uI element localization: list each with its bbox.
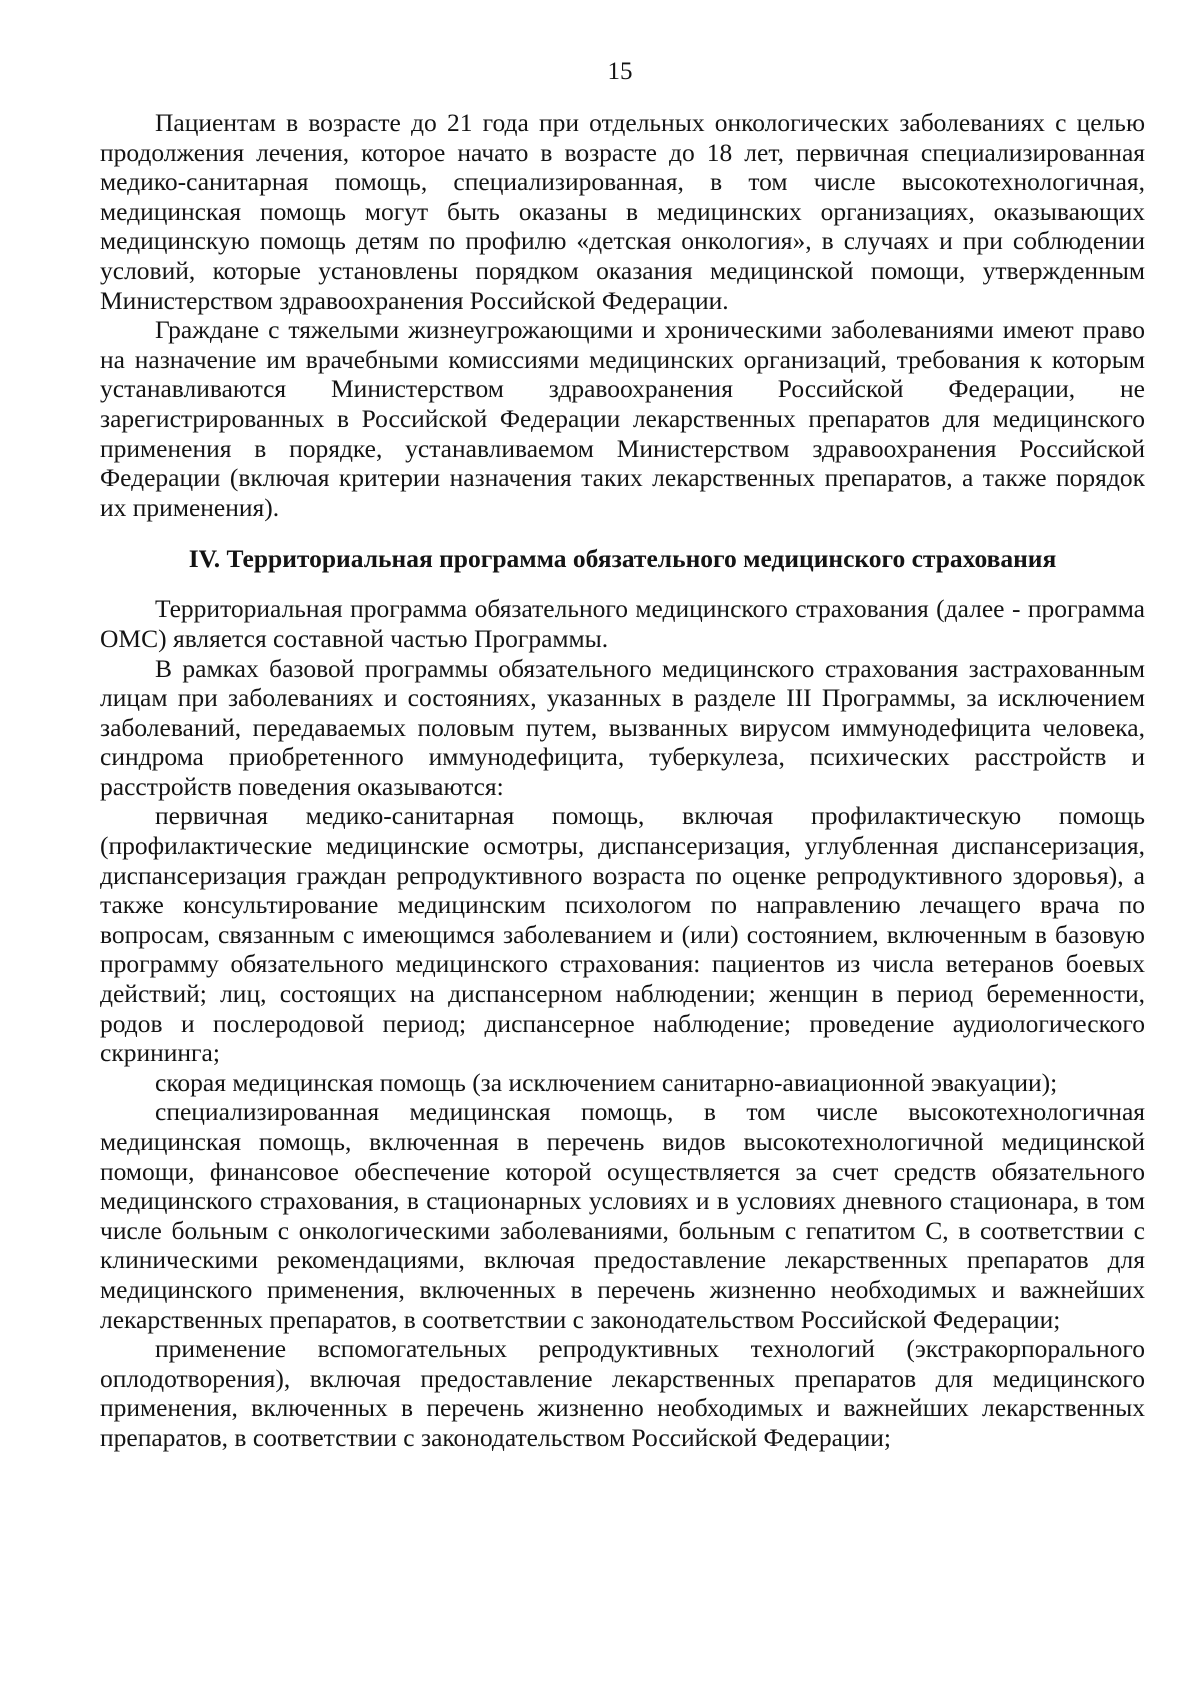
paragraph-unregistered-drugs: Граждане с тяжелыми жизнеугрожающими и хроническими заболеваниями имеют право на назначение им врачебными комиссиями медицинских организаций, требования к которым устанавливаются Министерством здравоохранения Российской Федерации, не зарегистрированных в Российской Федерации лекарственных препаратов для медицинского применения в порядке, устанавливаемом Министерством здравоохранения Российской Федерации (включая критерии назначения таких лекарственных препаратов, а также порядок их применения). bbox=[100, 315, 1145, 522]
paragraph-reproductive-tech: применение вспомогательных репродуктивных технологий (экстракорпорального оплодотворения), включая предоставление лекарственных препаратов для медицинского применения, включенных в перечень жизненно необходимых и важнейших лекарственных препаратов, в соответствии с законодательством Российской Федерации; bbox=[100, 1334, 1145, 1452]
section-heading: IV. Территориальная программа обязательного медицинского страхования bbox=[188, 544, 1057, 574]
paragraph-pediatric-oncology: Пациентам в возрасте до 21 года при отдельных онкологических заболеваниях с целью продолжения лечения, которое начато в возрасте до 18 лет, первичная специализированная медико-санитарная помощь, специализированная, в том числе высокотехнологичная, медицинская помощь могут быть оказаны в медицинских организациях, оказывающих медицинскую помощь детям по профилю «детская онкология», в случаях и при соблюдении условий, которые установлены порядком оказания медицинской помощи, утвержденным Министерством здравоохранения Российской Федерации. bbox=[100, 108, 1145, 315]
paragraph-oms-definition: Территориальная программа обязательного медицинского страхования (далее - программа ОМС) является составной частью Программы. bbox=[100, 594, 1145, 653]
paragraph-basic-program: В рамках базовой программы обязательного медицинского страхования застрахованным лицам при заболеваниях и состояниях, указанных в разделе III Программы, за исключением заболеваний, передаваемых половым путем, вызванных вирусом иммунодефицита человека, синдрома приобретенного иммунодефицита, туберкулеза, психических расстройств и расстройств поведения оказываются: bbox=[100, 653, 1145, 801]
page-number: 15 bbox=[607, 58, 633, 85]
paragraph-emergency-care: скорая медицинская помощь (за исключением санитарно-авиационной эвакуации); bbox=[155, 1067, 1058, 1097]
paragraph-primary-care: первичная медико-санитарная помощь, включая профилактическую помощь (профилактические медицинские осмотры, диспансеризация, углубленная диспансеризация, диспансеризация граждан репродуктивного возраста по оценке репродуктивного здоровья), а также консультирование медицинским психологом по направлению лечащего врача по вопросам, связанным с имеющимся заболеванием и (или) состоянием, включенным в базовую программу обязательного медицинского страхования: пациентов из числа ветеранов боевых действий; лиц, состоящих на диспансерном наблюдении; женщин в период беременности, родов и послеродовой период; диспансерное наблюдение; проведение аудиологического скрининга; bbox=[100, 801, 1145, 1068]
document-body bbox=[100, 108, 1145, 1453]
paragraph-specialized-care: специализированная медицинская помощь, в том числе высокотехнологичная медицинская помощь, включенная в перечень видов высокотехнологичной медицинской помощи, финансовое обеспечение которой осуществляется за счет средств обязательного медицинского страхования, в стационарных условиях и в условиях дневного стационара, в том числе больным с онкологическими заболеваниями, больным с гепатитом С, в соответствии с клиническими рекомендациями, включая предоставление лекарственных препаратов для медицинского применения, включенных в перечень жизненно необходимых и важнейших лекарственных препаратов, в соответствии с законодательством Российской Федерации; bbox=[100, 1097, 1145, 1334]
